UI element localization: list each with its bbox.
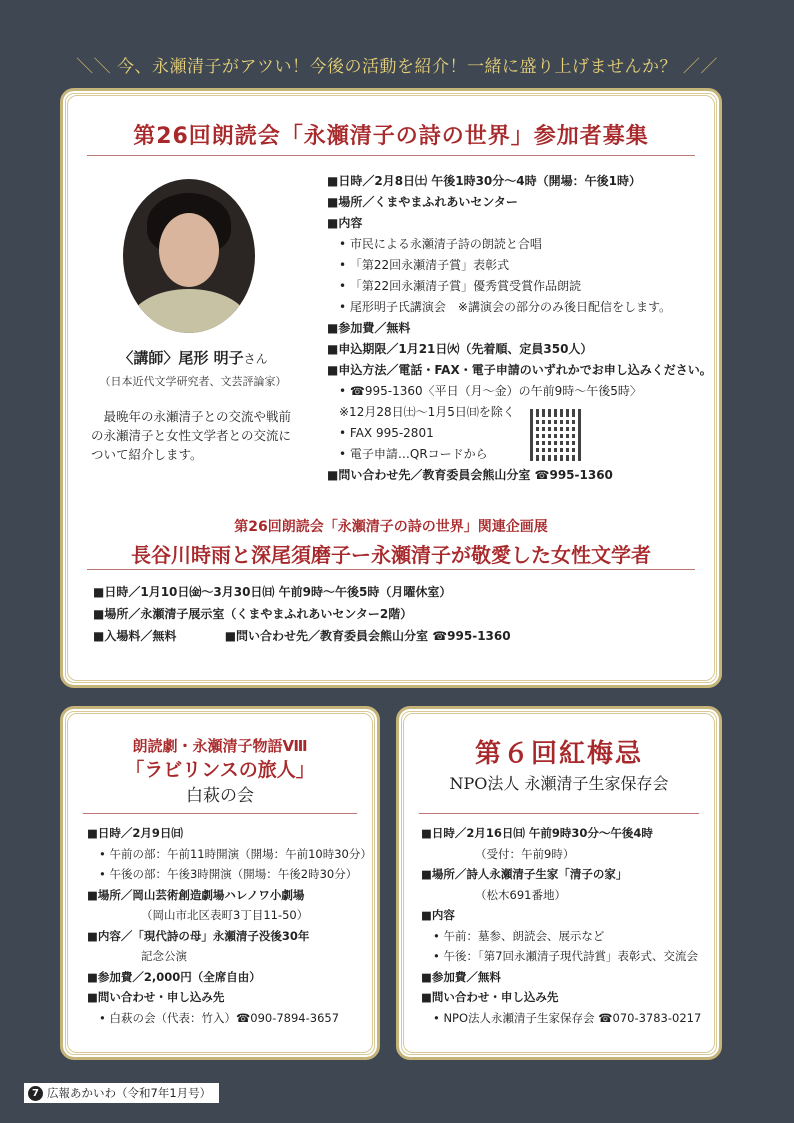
lecturer-affiliation: （日本近代文学研究者、文芸評論家） [99,375,287,388]
event-details [327,171,712,486]
koubaiki-row: ■内容 [421,908,455,922]
qr-code[interactable] [530,409,582,461]
drama-series: 朗読劇・永瀬清子物語Ⅷ [132,737,308,755]
drama-row: • 午前の部：午前11時開演（開場：午前10時30分） [99,846,372,861]
detail-row: ※12月28日㈯～1月5日㈰を除く [339,405,515,419]
lecturer-name: 〈講師〉尾形 明子さん [118,349,268,367]
drama-row: ■場所／岡山芸術創造劇場ハレノワ小劇場 [87,887,305,902]
drama-row: • 午後の部：午後3時開演（開場：午後2時30分） [99,867,358,881]
exhibit-row: ■場所／永瀬清子展示室（くまやまふれあいセンター2階） [93,607,413,621]
koubaiki-row: （受付：午前9時） [475,846,575,861]
drama-row: 記念公演 [141,949,187,963]
drama-row: （岡山市北区表町3丁目11-50） [141,908,309,922]
banner-text: 今、永瀬清子がアツい！今後の活動を紹介！一緒に盛り上げませんか？ [117,57,677,77]
exhibit-row: ■入場料／無料 ■問い合わせ先／教育委員会熊山分室 ☎995-1360 [93,629,511,643]
koubaiki-row: ■参加費／無料 [421,969,501,984]
koubaiki-title: 第６回紅梅忌 [474,739,643,769]
title-rule [87,155,695,156]
drama-row: ■問い合わせ・申し込み先 [87,990,225,1004]
koubaiki-row: • NPO法人永瀬清子生家保存会 ☎070-3783-0217 [433,1010,702,1025]
event-title: 第26回朗読会「永瀬清子の詩の世界」参加者募集 [133,124,649,149]
reading-event-card [60,88,722,688]
drama-row: ■内容／「現代詩の母」永瀬清子没後30年 [87,928,310,943]
drama-title: 「ラビリンスの旅人」 [125,759,315,781]
koubaiki-organizer: NPO法人 永瀬清子生家保存会 [449,774,669,793]
koubaiki-row: ■日時／2月16日㈰ 午前9時30分～午後4時 [421,826,653,840]
detail-row: ■日時／2月8日㈯ 午後1時30分～4時（開場：午後1時） [327,174,641,188]
exhibit-heading: 第26回朗読会「永瀬清子の詩の世界」関連企画展 [234,519,548,535]
detail-row: • 尾形明子氏講演会 ※講演会の部分のみ後日配信をします。 [339,300,671,314]
banner-right-mark: ／／ [682,57,718,77]
detail-row: • 市民による永瀬清子詩の朗読と合唱 [339,237,542,251]
detail-row: • 電子申請…QRコードから [339,447,488,461]
detail-row: ■申込期限／1月21日㈫（先着順、定員350人） [327,342,593,356]
detail-row: • FAX 995-2801 [339,426,434,440]
detail-row: ■内容 [327,216,363,230]
top-banner [0,52,794,77]
detail-row: • 「第22回永瀬清子賞」優秀賞受賞作品朗読 [339,279,582,293]
lecturer-description: 最晩年の永瀬清子との交流や戦前の永瀬清子と女性文学者との交流について紹介します。 [91,409,292,462]
detail-row: ■場所／くまやまふれあいセンター [327,195,518,209]
drama-rule [83,813,357,814]
exhibit-details [93,581,511,647]
koubaiki-row: ■場所／詩人永瀬清子生家「清子の家」 [421,867,628,881]
exhibit-rule [87,569,695,570]
drama-row: ■参加費／2,000円（全席自由） [87,969,261,984]
exhibit-title: 長谷川時雨と深尾須磨子ー永瀬清子が敬愛した女性文学者 [131,543,651,567]
detail-row: ■申込方法／電話・FAX・電子申請のいずれかでお申し込みください。 [327,363,712,377]
exhibit-row: ■日時／1月10日㈮～3月30日㈰ 午前9時～午後5時（月曜休室） [93,585,452,599]
koubaiki-row: ■問い合わせ・申し込み先 [421,990,559,1004]
page-footer [24,1083,219,1103]
drama-details [87,823,372,1028]
koubaiki-row: （松木691番地） [475,887,566,902]
koubaiki-row: • 午前：墓参、朗読会、展示など [433,928,605,943]
detail-row: ■問い合わせ先／教育委員会熊山分室 ☎995-1360 [327,468,613,482]
koubaiki-row: • 午後：「第7回永瀬清子現代詩賞」表彰式、交流会 [433,949,699,963]
detail-row: • 「第22回永瀬清子賞」表彰式 [339,258,510,272]
drama-row: ■日時／2月9日㈰ [87,826,183,840]
drama-event-card [60,706,380,1060]
page-number: 7 [28,1086,43,1101]
banner-left-mark: ＼＼ [76,57,112,77]
detail-row: ■参加費／無料 [327,321,411,335]
koubaiki-event-card [396,706,722,1060]
detail-row: • ☎995-1360〈平日（月～金）の午前9時～午後5時〉 [339,384,642,398]
koubaiki-details [421,823,701,1028]
drama-row: • 白萩の会（代表：竹入）☎090-7894-3657 [99,1010,340,1025]
drama-organizer: 白萩の会 [186,786,254,806]
publication-name: 広報あかいわ（令和7年1月号） [47,1086,212,1100]
lecturer-photo [123,179,255,333]
koubaiki-rule [419,813,699,814]
